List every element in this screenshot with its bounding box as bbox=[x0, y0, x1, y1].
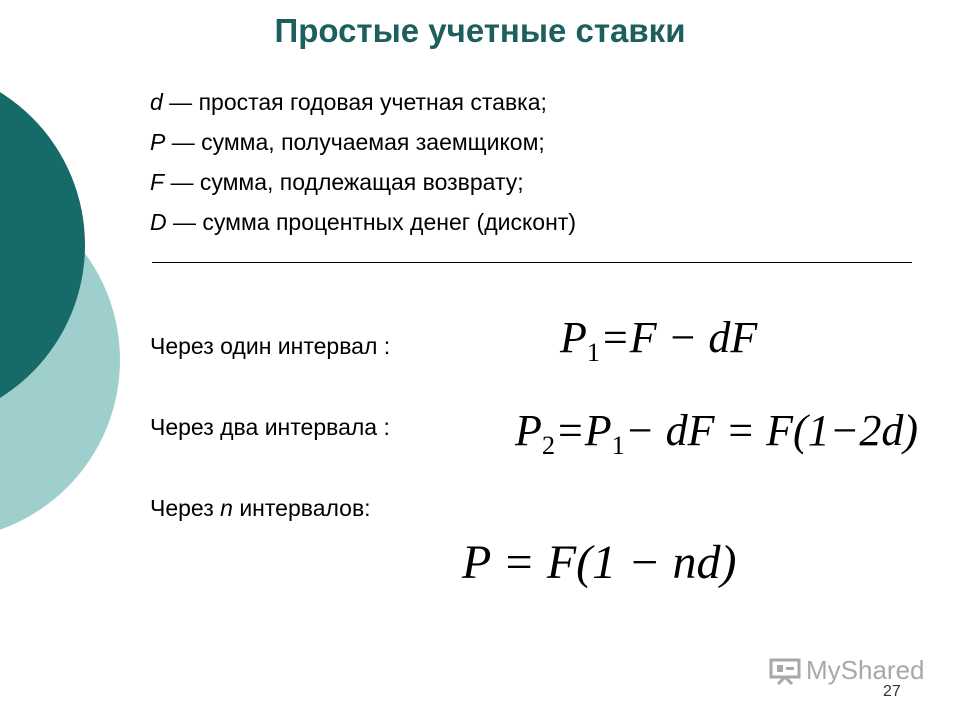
definition-d-upper bbox=[150, 208, 576, 236]
watermark-text: MyShared bbox=[806, 655, 925, 685]
formula-lhs: P bbox=[560, 313, 587, 362]
label-prefix: Через bbox=[150, 495, 221, 521]
formula-subscript: 2 bbox=[541, 430, 556, 461]
step-n-intervals-label bbox=[150, 495, 371, 522]
step-one-interval-label: Через один интервал : bbox=[150, 333, 391, 359]
formula-one-interval bbox=[560, 312, 757, 368]
myshared-watermark bbox=[768, 655, 925, 686]
definition-text: — сумма, получаемая заемщиком; bbox=[165, 129, 545, 155]
step-two-intervals-label: Через два интервала : bbox=[150, 414, 390, 440]
definition-d bbox=[150, 88, 547, 116]
definition-symbol: F bbox=[150, 169, 165, 195]
formula-rhs: − dF = F(1−2d) bbox=[624, 406, 919, 455]
formula-subscript: 1 bbox=[611, 430, 625, 461]
definition-text: — простая годовая учетная ставка; bbox=[162, 89, 547, 115]
definition-symbol: d bbox=[150, 89, 163, 115]
formula-subscript: 1 bbox=[586, 337, 601, 368]
page-number: 27 bbox=[883, 683, 901, 700]
formula-rhs: =F − dF bbox=[600, 313, 758, 362]
definition-f bbox=[150, 168, 524, 196]
formula-n-intervals bbox=[462, 535, 737, 590]
formula-text: P = F(1 − nd) bbox=[462, 536, 737, 589]
definition-symbol: D bbox=[150, 209, 167, 235]
presentation-board-icon bbox=[768, 657, 802, 685]
definition-text: — сумма процентных денег (дисконт) bbox=[166, 209, 576, 235]
definition-text: — сумма, подлежащая возврату; bbox=[164, 169, 524, 195]
definition-symbol: P bbox=[150, 129, 166, 155]
label-suffix: интервалов: bbox=[232, 495, 371, 521]
definition-p bbox=[150, 128, 545, 156]
formula-two-intervals bbox=[515, 405, 918, 461]
horizontal-divider bbox=[152, 262, 912, 263]
formula-mid: =P bbox=[555, 406, 612, 455]
label-symbol: n bbox=[220, 495, 233, 521]
slide-title: Простые учетные ставки bbox=[274, 12, 686, 49]
formula-lhs: P bbox=[515, 406, 542, 455]
